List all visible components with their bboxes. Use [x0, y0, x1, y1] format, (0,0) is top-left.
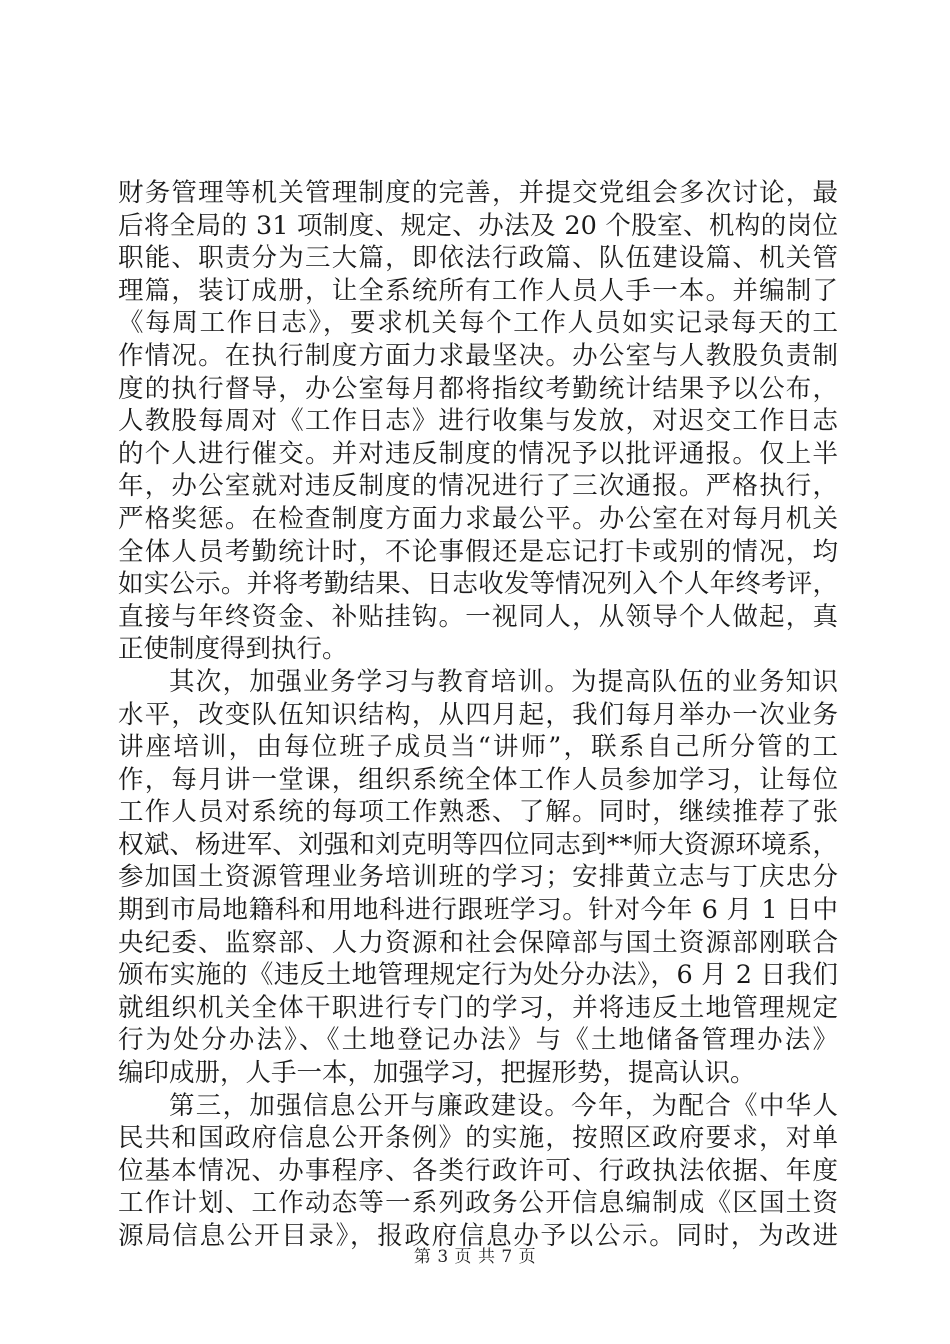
- text-line: 财务管理等机关管理制度的完善，并提交党组会多次讨论，最: [118, 178, 838, 208]
- text-line: 央纪委、监察部、人力资源和社会保障部与国土资源部刚联合: [118, 927, 838, 958]
- text-line: 如实公示。并将考勤结果、日志收发等情况列入个人年终考评，: [118, 569, 838, 600]
- page-footer: 第 3 页 共 7 页: [413, 1247, 537, 1267]
- text-line: 严格奖惩。在检查制度方面力求最公平。办公室在对每月机关: [118, 503, 838, 534]
- text-line: 的个人进行催交。并对违反制度的情况予以批评通报。仅上半: [118, 438, 838, 469]
- text-line: 源局信息公开目录》，报政府信息办予以公示。同时，为改进: [118, 1221, 838, 1251]
- text-line: 人教股每周对《工作日志》进行收集与发放，对迟交工作日志: [118, 406, 838, 437]
- text-line: 作情况。在执行制度方面力求最坚决。办公室与人教股负责制: [118, 340, 838, 371]
- text-line: 权斌、杨进军、刘强和刘克明等四位同志到**师大资源环境系，: [118, 829, 838, 860]
- text-line: 工作计划、工作动态等一系列政务公开信息编制成《区国土资: [118, 1188, 838, 1219]
- text-line: 第三，加强信息公开与廉政建设。今年，为配合《中华人: [169, 1090, 838, 1121]
- text-line: 理篇，装订成册，让全系统所有工作人员人手一本。并编制了: [118, 275, 838, 306]
- text-line: 作，每月讲一堂课，组织系统全体工作人员参加学习，让每位: [118, 764, 838, 795]
- document-body: [118, 177, 838, 1253]
- text-line: 颁布实施的《违反土地管理规定行为处分办法》，6 月 2 日我们: [118, 960, 838, 991]
- text-line: 全体人员考勤统计时，不论事假还是忘记打卡或别的情况，均: [118, 536, 838, 567]
- text-line: 讲座培训，由每位班子成员当“讲师”，联系自己所分管的工: [118, 732, 838, 763]
- text-line: 正使制度得到执行。: [118, 634, 348, 665]
- text-line: 度的执行督导，办公室每月都将指纹考勤统计结果予以公布，: [118, 373, 838, 404]
- text-line: 《每周工作日志》，要求机关每个工作人员如实记录每天的工: [118, 308, 838, 339]
- text-line: 水平，改变队伍知识结构，从四月起，我们每月举办一次业务: [118, 699, 838, 730]
- text-line: 参加国土资源管理业务培训班的学习；安排黄立志与丁庆忠分: [118, 862, 838, 893]
- text-line: 民共和国政府信息公开条例》的实施，按照区政府要求，对单: [118, 1123, 838, 1154]
- text-line: 后将全局的 31 项制度、规定、办法及 20 个股室、机构的岗位: [118, 210, 838, 241]
- text-line: 行为处分办法》、《土地登记办法》与《土地储备管理办法》: [118, 1025, 838, 1056]
- text-line: 职能、职责分为三大篇，即依法行政篇、队伍建设篇、机关管: [118, 243, 838, 274]
- text-line: 就组织机关全体干职进行专门的学习，并将违反土地管理规定: [118, 992, 838, 1023]
- text-line: 位基本情况、办事程序、各类行政许可、行政执法依据、年度: [118, 1155, 838, 1186]
- text-line: 年，办公室就对违反制度的情况进行了三次通报。严格执行，: [118, 471, 838, 502]
- text-line: 编印成册，人手一本，加强学习，把握形势，提高认识。: [118, 1058, 756, 1089]
- text-line: 直接与年终资金、补贴挂钩。一视同人，从领导个人做起，真: [118, 601, 838, 632]
- text-line: 工作人员对系统的每项工作熟悉、了解。同时，继续推荐了张: [118, 797, 838, 828]
- text-line: 其次，加强业务学习与教育培训。为提高队伍的业务知识: [169, 666, 838, 697]
- text-line: 期到市局地籍科和用地科进行跟班学习。针对今年 6 月 1 日中: [118, 895, 838, 926]
